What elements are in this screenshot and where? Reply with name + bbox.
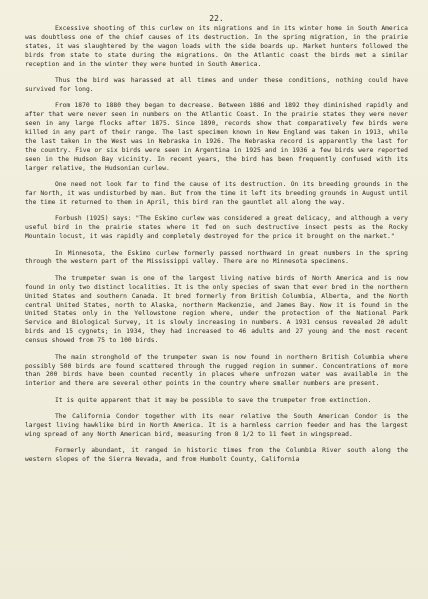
page-number: 22.: [209, 14, 224, 23]
paragraph-california-condor: The California Condor together with its near relative the South American Condor is the largest living hawklike bird in North America. It is a harmless carrion feeder and has the largest wing spread of any North American bird, measuring from 8 1/2 to 11 feet in wingspread.: [25, 413, 408, 438]
paragraph-trumpeter-swan: The trumpeter swan is one of the largest living native birds of North America and is now found in only two distinct localities. It is the only species of swan that ever bred in the northern United States and southern Canada. It bred formerly from British Columbia, Alberta, and the North central United States, north to Alaska, northern Mackenzie, and James Bay. Now it is found in the United States only in the Yellowstone region where, under the protection of the National Park Service and Biological Survey, it is slowly increasing in numbers. A 1931 census revealed 20 adult birds and 15 cygnets; in 1934, they had increased to 46 adults and 27 young and the most recent census showed from 75 to 100 birds.: [25, 274, 408, 345]
paragraph-forbush-quote: Forbush (1925) says: "The Eskimo curlew was considered a great delicacy, and although a very useful bird in the prairie states where it fed on such destructive insect pests as the Rocky Mountain locust, it was rapidly and completely destroyed for the price it brought on the market.": [25, 215, 408, 241]
paragraph-minnesota: In Minnesota, the Eskimo curlew formerly passed northward in great numbers in the spring through the western part of the Mississippi valley. There are no Minnesota specimens.: [25, 249, 408, 266]
paragraph-harassed: Thus the bird was harassed at all times and under these conditions, nothing could have survived for long.: [25, 77, 408, 93]
paragraph-curlew-shooting: Excessive shooting of this curlew on its migrations and in its winter home in South America was doubtless one of the chief causes of its destruction. In the spring migration, in the prairie states, it was slaughtered by the wagon loads with the side boards up. Market hunters followed the birds from state to state during the migrations. On the Atlantic coast the birds met a similar reception and in the winter they were hunted in South America.: [25, 25, 408, 68]
paragraph-condor-range: Formerly abundant, it ranged in historic times from the Columbia River south along the western slopes of the Sierra Nevada, and from Humbolt County, California: [25, 447, 408, 464]
paragraph-cause-destruction: One need not look far to find the cause of its destruction. On its breeding grounds in the far North, it was undisturbed by man. But from the time it left its breeding grounds in August until the time it returned to them in April, this bird ran the gauntlet all along the way.: [25, 181, 408, 206]
paragraph-swan-extinction: It is quite apparent that it may be possible to save the trumpeter from extinction.: [55, 396, 372, 404]
paragraph-decline-history: From 1870 to 1880 they began to decrease. Between 1886 and 1892 they diminished rapidly and after that were never seen in numbers on the Atlantic Coast. In the prairie states they were never seen in any large flocks after 1875. Since 1890, records show that comparatively few birds were killed in any part of their range. The last specimen known in New England was taken in 1913, while the last taken in the West was in Nebraska in 1926. The Nebraska record is apparently the last for the country. Five or six birds were seen in Argentina in 1925 and in 1936 a few birds were reported seen in the Hudson Bay vicinity. In recent years, the bird has been frequently confused with its larger relative, the Hudsonian curlew.: [25, 102, 408, 172]
paragraph-swan-stronghold: The main stronghold of the trumpeter swan is now found in northern British Columbia where possibly 500 birds are found scattered through the rugged region in summer. Concentrations of more than 200 birds have been counted recently in places where unfrozen water was available in the interior and there are several other points in the country where smaller numbers are present.: [25, 353, 408, 388]
